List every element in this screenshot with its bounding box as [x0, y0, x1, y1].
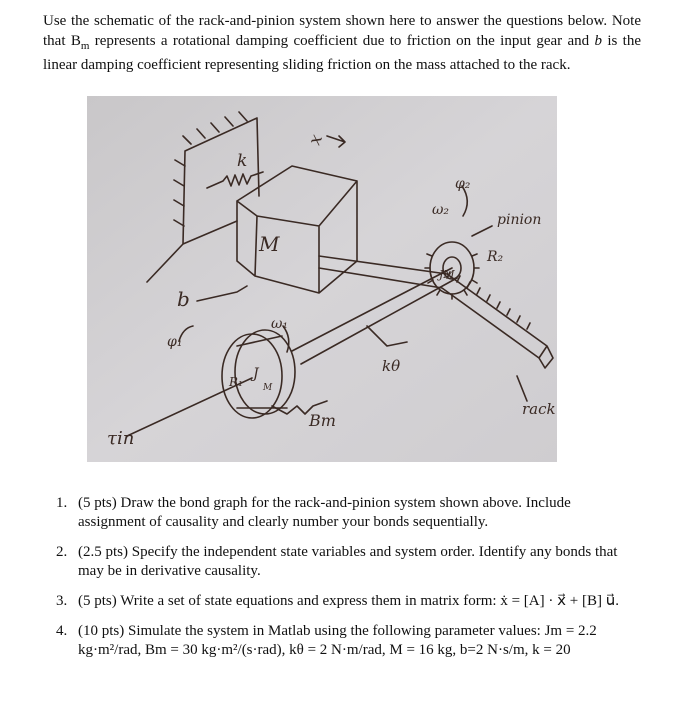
question-text: (5 pts) Draw the bond graph for the rack-and-pinion system shown above. Include assignment of causality and clearly number your bonds sequentially.	[78, 495, 571, 530]
schematic-sketch	[87, 96, 557, 462]
intro-paragraph	[43, 12, 641, 76]
label-R2: R₂	[487, 249, 504, 265]
intro-line-2-sub: m	[80, 39, 90, 52]
question-number: 4.	[56, 623, 68, 639]
question-1	[56, 494, 639, 532]
intro-line-3-var: b	[594, 32, 602, 49]
questions-list	[56, 494, 639, 671]
label-omega2: ω₂	[432, 202, 450, 218]
question-text: (5 pts) Write a set of state equations and express them in matrix form: ẋ = [A] · x⃗ + [B] u⃗.	[78, 593, 619, 609]
intro-line-2-rest: represents a rotational damping coefficient due to friction on the input gear	[89, 32, 563, 49]
label-rack: rack	[522, 400, 556, 418]
label-M: M	[259, 232, 280, 256]
intro-line-2: Note that B	[43, 13, 641, 49]
question-number: 3.	[56, 593, 68, 609]
label-Bm: Bm	[309, 411, 336, 430]
label-R1: R₁	[229, 375, 243, 389]
intro-line-3-pre: and	[567, 32, 595, 49]
intro-line-3-rest: is the linear damping coefficient representing sliding friction on the mass attached to	[43, 32, 641, 73]
question-2	[56, 543, 639, 581]
question-4	[56, 622, 639, 660]
label-tau-in: τin	[107, 428, 135, 449]
label-phi1: φ₁	[167, 334, 183, 350]
label-b: b	[177, 287, 190, 311]
intro-line-4: the rack.	[518, 57, 571, 73]
sketch-paper	[87, 96, 557, 462]
question-text: (10 pts) Simulate the system in Matlab using the following parameter values: Jm = 2.2 kg·m²/rad, Bm = 30 kg·m²/(s·rad), kθ = 2 N·m/rad, M = 16 kg, b=2 N·s/m, k = 20	[78, 623, 597, 658]
label-ktheta: kθ	[382, 357, 401, 375]
label-x: x	[304, 131, 327, 148]
question-number: 2.	[56, 544, 68, 560]
label-pinion: pinion	[497, 212, 542, 228]
question-3	[56, 592, 639, 611]
intro-line-1: Use the schematic of the rack-and-pinion system shown here to answer the questions below.	[43, 13, 608, 29]
label-JM: JM	[439, 268, 455, 281]
question-text: (2.5 pts) Specify the independent state variables and system order. Identify any bonds that may be in derivative causality.	[78, 544, 618, 579]
label-k: k	[237, 151, 248, 171]
label-omega1: ω₁	[271, 316, 289, 332]
label-phi2: φ₂	[455, 176, 471, 192]
label-J: J	[253, 366, 259, 382]
label-M-small: M	[263, 383, 273, 393]
question-number: 1.	[56, 495, 68, 511]
